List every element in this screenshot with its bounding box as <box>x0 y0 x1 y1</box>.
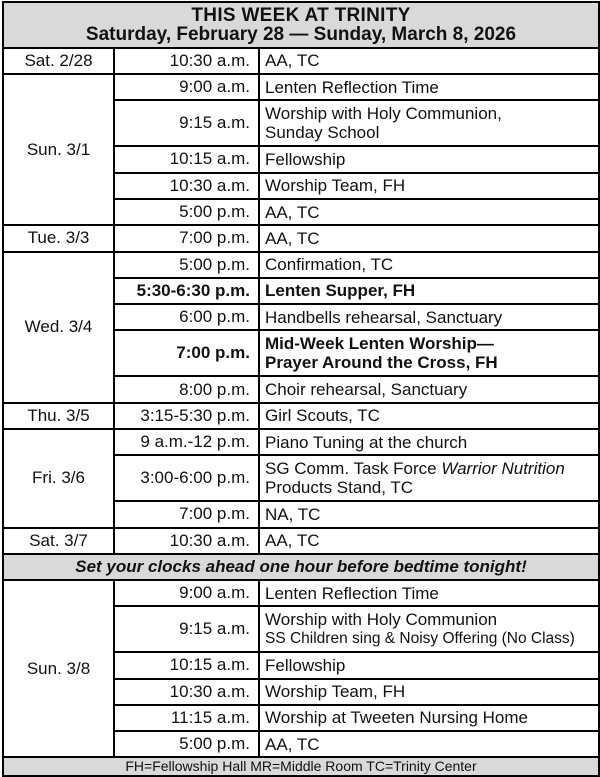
day-label: Sun. 3/8 <box>3 580 114 757</box>
event-description <box>259 679 599 705</box>
event-line: SS Children sing & Noisy Offering (No Class) <box>265 630 575 648</box>
event-description <box>259 429 599 455</box>
event-description <box>259 173 599 199</box>
event-description <box>259 225 599 251</box>
daylight-saving-notice: Set your clocks ahead one hour before bedtime tonight! <box>3 554 599 580</box>
event-row <box>3 252 599 278</box>
event-time: 9:00 a.m. <box>114 580 259 606</box>
event-row <box>3 74 599 100</box>
event-time: 9:00 a.m. <box>114 74 259 100</box>
event-line: AA, TC <box>265 228 320 248</box>
event-description <box>259 199 599 225</box>
event-line: Worship at Tweeten Nursing Home <box>265 708 528 728</box>
event-description <box>259 731 599 757</box>
event-time: 5:00 p.m. <box>114 199 259 225</box>
day-label: Tue. 3/3 <box>3 225 114 251</box>
event-time: 10:30 a.m. <box>114 173 259 199</box>
event-line: Worship Team, FH <box>265 176 406 196</box>
event-line: AA, TC <box>265 202 320 222</box>
event-row <box>3 403 599 429</box>
event-line: Worship with Holy Communion, <box>265 104 502 124</box>
event-description <box>259 705 599 731</box>
event-description <box>259 501 599 527</box>
event-time: 11:15 a.m. <box>114 705 259 731</box>
event-time: 10:15 a.m. <box>114 652 259 678</box>
event-description <box>259 48 599 74</box>
event-time: 9:15 a.m. <box>114 606 259 652</box>
page-title: THIS WEEK AT TRINITY <box>191 5 411 26</box>
day-label: Sat. 2/28 <box>3 48 114 74</box>
event-time: 6:00 p.m. <box>114 304 259 330</box>
event-time: 10:15 a.m. <box>114 146 259 172</box>
event-line: AA, TC <box>265 531 320 551</box>
event-time: 10:30 a.m. <box>114 528 259 554</box>
italic-emphasis: Warrior Nutrition <box>441 459 565 479</box>
event-description <box>259 278 599 304</box>
event-description <box>259 146 599 172</box>
date-range: Saturday, February 28 — Sunday, March 8, 2026 <box>85 24 517 46</box>
event-description <box>259 652 599 678</box>
event-description <box>259 606 599 652</box>
event-time: 9:15 a.m. <box>114 100 259 146</box>
event-time: 3:15-5:30 p.m. <box>114 403 259 429</box>
day-label: Thu. 3/5 <box>3 403 114 429</box>
event-time: 7:00 p.m. <box>114 330 259 376</box>
event-description <box>259 528 599 554</box>
event-time: 10:30 a.m. <box>114 48 259 74</box>
event-line: AA, TC <box>265 734 320 754</box>
event-time: 5:00 p.m. <box>114 252 259 278</box>
event-line: Girl Scouts, TC <box>265 406 380 426</box>
event-line: AA, TC <box>265 51 320 71</box>
event-line: Lenten Supper, FH <box>265 281 416 301</box>
event-time: 9 a.m.-12 p.m. <box>114 429 259 455</box>
event-time: 7:00 p.m. <box>114 501 259 527</box>
schedule-sheet <box>2 1 598 777</box>
event-row <box>3 580 599 606</box>
event-description <box>259 330 599 376</box>
event-line: Confirmation, TC <box>265 255 394 275</box>
event-line: Worship with Holy Communion <box>265 610 498 630</box>
event-description <box>259 74 599 100</box>
event-description <box>259 403 599 429</box>
event-line: Fellowship <box>265 655 346 675</box>
event-line: Handbells rehearsal, Sanctuary <box>265 307 503 327</box>
event-line: Worship Team, FH <box>265 682 406 702</box>
event-row <box>3 48 599 74</box>
event-time: 7:00 p.m. <box>114 225 259 251</box>
event-description <box>259 580 599 606</box>
legend-footer: FH=Fellowship Hall MR=Middle Room TC=Trinity Center <box>3 757 599 776</box>
schedule-table <box>2 1 600 777</box>
event-description <box>259 252 599 278</box>
day-label: Sat. 3/7 <box>3 528 114 554</box>
event-time: 3:00-6:00 p.m. <box>114 455 259 501</box>
event-line: Prayer Around the Cross, FH <box>265 353 498 373</box>
event-line: Mid-Week Lenten Worship— <box>265 334 494 354</box>
event-line: NA, TC <box>265 504 321 524</box>
event-row <box>3 429 599 455</box>
event-time: 10:30 a.m. <box>114 679 259 705</box>
day-label: Wed. 3/4 <box>3 252 114 403</box>
event-line: Lenten Reflection Time <box>265 583 439 603</box>
event-line: Lenten Reflection Time <box>265 77 439 97</box>
notice-row <box>3 554 599 580</box>
event-line: SG Comm. Task Force Warrior Nutrition <box>265 459 565 479</box>
event-line: Products Stand, TC <box>265 478 414 498</box>
event-description <box>259 304 599 330</box>
event-line: Piano Tuning at the church <box>265 432 468 452</box>
event-description <box>259 376 599 402</box>
header-cell <box>3 2 599 48</box>
event-description <box>259 455 599 501</box>
footer-row <box>3 757 599 776</box>
event-time: 5:00 p.m. <box>114 731 259 757</box>
event-line: Choir rehearsal, Sanctuary <box>265 380 468 400</box>
day-label: Sun. 3/1 <box>3 74 114 225</box>
event-row <box>3 528 599 554</box>
event-row <box>3 225 599 251</box>
event-line: Sunday School <box>265 123 380 143</box>
day-label: Fri. 3/6 <box>3 429 114 528</box>
event-description <box>259 100 599 146</box>
event-line: Fellowship <box>265 149 346 169</box>
event-time: 8:00 p.m. <box>114 376 259 402</box>
event-time: 5:30-6:30 p.m. <box>114 278 259 304</box>
